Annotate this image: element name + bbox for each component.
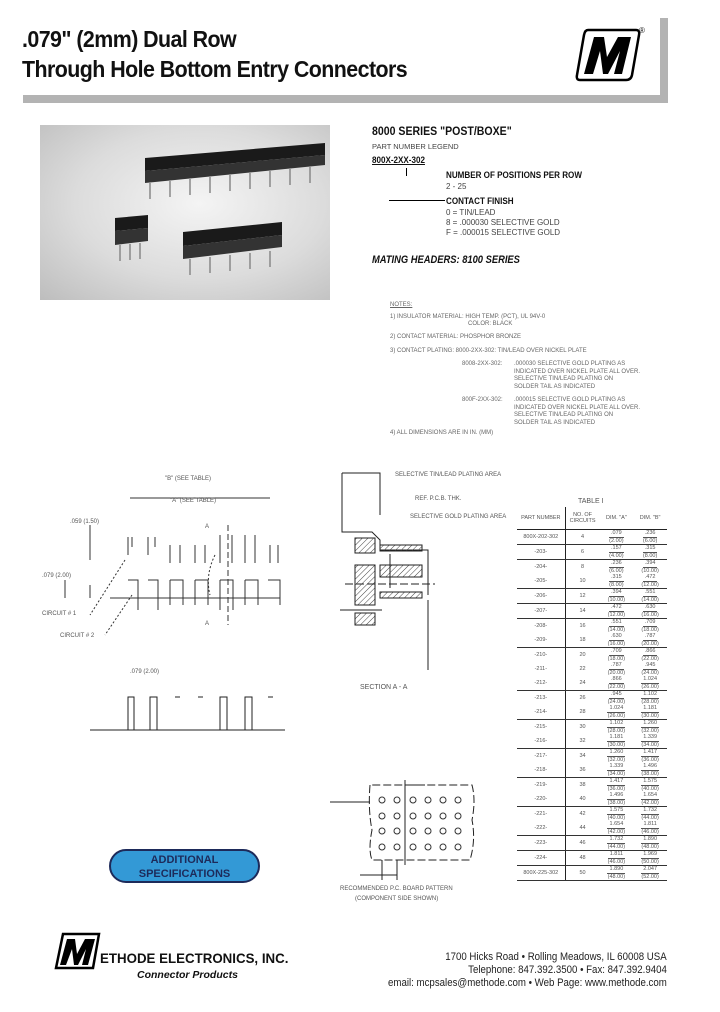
dim-a-inch: 1.811 [609,851,624,857]
pcb-pattern-subtitle: (COMPONENT SIDE SHOWN) [355,896,439,902]
circuits-cell: 42 [579,810,586,817]
dim-b-mm: (50.00) [641,858,659,865]
dim-b-label: "B" (SEE TABLE) [165,476,212,482]
part-number-legend-label: PART NUMBER LEGEND [372,142,459,151]
dim-a-inch: .709 [611,648,622,654]
dim-a-inch: 1.575 [609,807,624,813]
dim-a-mm: (26.00) [607,712,626,719]
dim-b-cell [633,866,667,881]
dim-a-mm: (46.00) [607,858,626,865]
dim-a-inch: .157 [611,545,622,551]
dim-b-cell [633,807,667,822]
dim-a-cell [600,705,634,720]
dim-b-mm: (48.00) [641,843,659,850]
note-line: SELECTIVE TIN/LEAD PLATING ON [514,412,614,418]
dim-a-cell [600,589,634,604]
dim-b-cell [633,676,667,691]
dim-b-mm: (36.00) [641,756,659,763]
dim-b-mm: (20.00) [641,640,659,647]
dim-a-inch: .787 [611,662,622,668]
part-number-cell: -212- [517,676,565,691]
part-number-cell: 800X-225-302 [517,866,565,881]
dim-b-mm: (40.00) [641,785,659,792]
dim-b-mm: (32.00) [641,727,659,734]
dim-b-cell [633,763,667,778]
dim-b-inch: 1.496 [643,763,657,769]
dim-b-cell [633,836,667,851]
dim-a-cell [600,604,634,619]
circuits-cell: 34 [579,752,586,759]
dim-b-mm: (6.00) [642,537,658,544]
dim-a-cell [600,574,634,589]
dim-a-mm: (14.00) [607,626,626,633]
dim-b-cell [633,792,667,807]
dim-b-inch: 1.260 [643,720,657,726]
ref-pcb-label: REF. P.C.B. THK. [415,496,462,502]
mating-headers: MATING HEADERS: 8100 SERIES [372,254,520,266]
dim-a-inch: 1.260 [609,749,624,755]
note-3c-code: 800F-2XX-302: [462,397,503,403]
part-number: 800X-2XX-302 [372,155,425,166]
dim-a-inch: .551 [611,619,622,625]
dim-b-cell [633,633,667,648]
table-row [517,778,667,793]
dim-b-cell [633,778,667,793]
finish-option: F = .000015 SELECTIVE GOLD [446,228,561,237]
part-number-cell: -207- [517,604,565,619]
dim-b-inch: 1.339 [643,734,657,740]
circuits-cell: 10 [565,574,599,589]
dim-b-mm: (44.00) [641,814,659,821]
dim-b-inch: .787 [644,633,656,639]
pitch-label: .079 (2.00) [42,573,72,579]
positions-title: NUMBER OF POSITIONS PER ROW [446,170,582,181]
dim-a-mm: (16.00) [607,640,626,647]
dim-a-mm: (30.00) [607,741,626,748]
dim-a-mm: (36.00) [607,785,626,792]
table-row [517,836,667,851]
legend-leader-1 [406,168,407,176]
registered-mark: ® [639,26,645,35]
dim-a-label: "A" (SEE TABLE) [170,498,217,504]
dim-a-cell [600,676,634,691]
table-title: TABLE I [578,498,604,505]
dim-b-mm: (46.00) [641,828,659,835]
table-row [517,749,667,764]
part-number-cell: -222- [517,821,565,836]
dim-b-inch: 1.575 [643,778,657,784]
dimensions-table [517,507,667,881]
part-number-cell: -211- [517,662,565,676]
dim-b-cell [633,821,667,836]
additional-specifications-button[interactable] [109,849,260,883]
pitch-dim-label: .079 (2.00) [130,669,160,675]
table-row [517,676,667,691]
dim-a-mm: (8.00) [609,581,624,588]
part-number-cell: -205- [517,574,565,589]
dim-a-inch: 1.654 [609,821,624,827]
dim-b-mm: (8.00) [642,552,658,559]
dim-a-inch: .394 [611,589,622,595]
dim-b-cell [633,574,667,589]
circuits-cell: 30 [579,723,586,730]
dim-a-mm: (48.00) [607,873,626,880]
positions-range: 2 - 25 [446,182,467,191]
dim-a-cell [600,807,634,822]
dim-a-mm: (2.00) [609,537,624,544]
dim-b-mm: (28.00) [641,698,659,705]
table-row [517,734,667,749]
part-number-cell: -215- [517,720,565,735]
selective-tin-label: SELECTIVE TIN/LEAD PLATING AREA [395,472,502,478]
part-number-cell: 800X-202-302 [517,530,565,545]
dim-a-mm: (18.00) [607,655,626,662]
pcb-pattern-title: RECOMMENDED P.C. BOARD PATTERN [340,886,453,892]
part-number-cell: -224- [517,851,565,866]
dim-b-cell [633,648,667,663]
table-row [517,792,667,807]
address: 1700 Hicks Road • Rolling Meadows, IL 60008 USA [445,951,667,963]
dim-b-cell [633,604,667,619]
dim-a-mm: (32.00) [607,756,626,763]
front-view-drawing [40,465,310,650]
table-row [517,574,667,589]
dim-a-cell [600,734,634,749]
table-row [517,720,667,735]
dim-a-mm: (34.00) [607,770,626,777]
table-header-row [517,507,667,530]
dim-b-inch: .551 [644,589,656,595]
legend-leader-2 [389,200,445,201]
table-row [517,619,667,634]
dim-a-inch: 1.339 [609,763,624,769]
dim-b-inch: .945 [644,662,656,668]
dim-a-mm: (10.00) [607,596,626,603]
pin-side-view-drawing [90,655,290,740]
selective-gold-label: SELECTIVE GOLD PLATING AREA [410,514,507,520]
table-row [517,821,667,836]
section-marker-top: A [205,524,210,530]
dim-a-mm: (28.00) [607,727,626,734]
dim-b-inch: 1.181 [643,705,657,711]
part-number-cell: -221- [517,807,565,822]
pcb-pattern-drawing [300,730,520,910]
company-name: ETHODE ELECTRONICS, INC. [100,950,289,966]
contact-finish-title: CONTACT FINISH [446,196,514,207]
part-number-cell: -203- [517,545,565,560]
connector-photo-illustration [40,125,330,300]
circuits-cell: 50 [565,866,599,881]
dim-a-cell [600,778,634,793]
dim-b-inch: 1.102 [643,691,657,697]
dim-b-mm: (26.00) [641,683,659,690]
dim-a-cell [600,691,634,706]
phone-fax: Telephone: 847.392.3500 • Fax: 847.392.9404 [468,964,667,976]
table-row [517,648,667,663]
dim-b-inch: .394 [644,560,656,566]
dim-a-cell [600,792,634,807]
part-number-cell: -219- [517,778,565,793]
section-title: SECTION A - A [360,684,408,691]
circuits-cell: 20 [579,651,586,658]
finish-option: 0 = TIN/LEAD [446,208,496,217]
part-number-cell: -217- [517,749,565,764]
dim-a-inch: .236 [611,560,622,566]
table-row [517,705,667,720]
dim-a-inch: 1.496 [609,792,624,798]
dim-b-mm: (52.00) [641,873,659,880]
height-label: .059 (1.50) [70,519,100,525]
note-1-color: COLOR: BLACK [468,321,513,327]
circuits-cell: 8 [581,563,585,570]
finish-option: 8 = .000030 SELECTIVE GOLD [446,218,560,227]
dim-a-cell [600,530,634,545]
part-number-cell: -218- [517,763,565,778]
dim-b-cell [633,734,667,749]
methode-footer-logo-icon [53,932,103,972]
page-title-line2: Through Hole Bottom Entry Connectors [22,56,408,82]
dim-b-mm: (38.00) [641,770,659,777]
methode-logo-icon [574,27,644,83]
circuits-cell: 28 [565,705,599,720]
dim-a-inch: .079 [611,530,622,536]
note-3b-text [514,361,640,391]
dim-a-mm: (42.00) [607,828,626,835]
dim-b-inch: 1.811 [643,821,657,827]
dim-b-mm: (30.00) [641,712,659,719]
note-3c-text [514,397,640,427]
dim-a-cell [600,836,634,851]
dim-b-inch: .630 [644,604,656,610]
note-line: SELECTIVE TIN/LEAD PLATING ON [514,376,614,382]
dim-a-inch: 1.102 [609,720,624,726]
table-row [517,560,667,575]
circuits-cell: 40 [565,792,599,807]
dim-b-inch: 1.732 [643,807,657,813]
section-marker-bottom: A [205,621,210,627]
dim-b-inch: 1.890 [643,836,657,842]
dim-a-mm: (44.00) [607,843,626,850]
circuits-cell: 22 [579,665,586,672]
division-name: Connector Products [137,969,238,981]
dim-a-mm: (22.00) [607,683,626,690]
dim-b-cell [633,545,667,560]
part-number-cell: -214- [517,705,565,720]
circuits-cell: 32 [565,734,599,749]
note-line: INDICATED OVER NICKEL PLATE ALL OVER. [514,404,641,411]
dim-a-cell [600,866,634,881]
dim-a-cell [600,560,634,575]
dim-b-inch: .709 [644,619,656,625]
dim-a-inch: 1.732 [609,836,624,842]
dim-b-inch: 1.969 [643,851,657,857]
note-line: .000015 SELECTIVE GOLD PLATING AS [514,397,626,403]
button-label-line2: SPECIFICATIONS [138,868,231,880]
circuits-cell: 48 [565,851,599,866]
dim-a-cell [600,662,634,676]
section-a-a-drawing [310,460,510,700]
note-3: 3) CONTACT PLATING: 8000-2XX-302: TIN/LEAD OVER NICKEL PLATE [390,348,587,354]
dim-a-cell [600,851,634,866]
dim-a-inch: .945 [611,691,622,697]
part-number-cell: -210- [517,648,565,663]
contact-web[interactable]: email: mcpsales@methode.com • Web Page: www.methode.com [388,977,667,989]
dim-a-mm: (24.00) [607,698,626,705]
dim-a-cell [600,749,634,764]
dim-a-inch: .472 [611,604,622,610]
dim-b-mm: (12.00) [641,581,659,588]
note-line: .000030 SELECTIVE GOLD PLATING AS [514,361,626,367]
dim-b-inch: .236 [644,530,656,536]
dim-b-inch: 2.047 [643,866,657,872]
table-row [517,604,667,619]
button-label-line1: ADDITIONAL [150,854,219,866]
note-3b-code: 8008-2XX-302: [462,361,503,367]
dim-b-cell [633,589,667,604]
circuit-2-label: CIRCUIT # 2 [60,633,95,639]
table-row [517,530,667,545]
table-row [517,807,667,822]
note-4: 4) ALL DIMENSIONS ARE IN IN. (MM) [390,430,494,436]
circuits-cell: 4 [565,530,599,545]
dim-b-cell [633,560,667,575]
product-photo [40,125,330,300]
dim-a-inch: 1.890 [609,866,624,872]
dim-a-mm: (12.00) [607,611,626,618]
note-1: 1) INSULATOR MATERIAL: HIGH TEMP. (PCT), UL 94V-0 [390,314,546,320]
dim-a-inch: 1.417 [609,778,624,784]
dim-a-inch: .315 [611,574,622,580]
dim-b-inch: 1.024 [643,676,657,682]
dim-b-mm: (22.00) [641,655,659,662]
dim-a-cell [600,763,634,778]
circuits-cell: 6 [565,545,599,560]
dim-a-mm: (6.00) [609,567,624,574]
dim-a-inch: 1.181 [609,734,624,740]
note-line: SOLDER TAIL AS INDICATED [514,383,596,390]
dim-b-cell [633,720,667,735]
table-row [517,589,667,604]
table-row [517,763,667,778]
circuits-cell: 12 [565,589,599,604]
dim-a-cell [600,619,634,634]
note-line: INDICATED OVER NICKEL PLATE ALL OVER. [514,368,641,375]
col-dim-b: DIM. "B" [633,507,667,530]
dim-a-inch: .630 [611,633,622,639]
dim-a-cell [600,821,634,836]
circuits-cell: 38 [579,781,586,788]
part-number-cell: -223- [517,836,565,851]
notes-title: NOTES: [390,302,413,308]
page-title-line1: .079" (2mm) Dual Row [22,26,237,52]
dim-b-mm: (16.00) [641,611,659,618]
circuits-cell: 46 [565,836,599,851]
dim-b-inch: 1.654 [643,792,657,798]
dim-b-inch: .472 [644,574,656,580]
circuits-cell: 44 [565,821,599,836]
circuit-1-label: CIRCUIT # 1 [42,611,77,617]
part-number-cell: -208- [517,619,565,634]
part-number-cell: -204- [517,560,565,575]
part-number-cell: -206- [517,589,565,604]
table-row [517,851,667,866]
circuits-cell: 24 [565,676,599,691]
dim-b-cell [633,619,667,634]
col-dim-a: DIM. "A" [600,507,634,530]
dim-a-mm: (20.00) [607,669,626,676]
col-circuits: NO. OF CIRCUITS [565,507,599,530]
dim-a-mm: (4.00) [609,552,624,559]
dim-b-mm: (10.00) [641,567,659,574]
dim-a-cell [600,633,634,648]
dim-b-inch: 1.417 [643,749,657,755]
dim-b-inch: .315 [644,545,656,551]
dim-b-cell [633,705,667,720]
table-row [517,545,667,560]
dim-b-mm: (24.00) [641,669,659,676]
part-number-cell: -213- [517,691,565,706]
dim-a-cell [600,720,634,735]
table-row [517,691,667,706]
dim-b-mm: (18.00) [641,626,659,633]
dim-a-mm: (38.00) [607,799,626,806]
circuits-cell: 14 [565,604,599,619]
table-row [517,662,667,676]
dim-a-cell [600,545,634,560]
part-number-cell: -209- [517,633,565,648]
dim-b-cell [633,530,667,545]
dim-b-cell [633,662,667,676]
series-title: 8000 SERIES "POST/BOXE" [372,124,512,138]
dim-a-mm: (40.00) [607,814,626,821]
part-number-cell: -216- [517,734,565,749]
dim-b-cell [633,749,667,764]
dim-a-inch: .866 [611,676,622,682]
table-row [517,866,667,881]
dim-b-mm: (42.00) [641,799,659,806]
dim-b-inch: .866 [644,648,656,654]
circuits-cell: 36 [565,763,599,778]
col-part-number: PART NUMBER [517,507,565,530]
note-line: SOLDER TAIL AS INDICATED [514,419,596,426]
dim-a-inch: 1.024 [609,705,624,711]
part-number-cell: -220- [517,792,565,807]
dim-b-mm: (14.00) [641,596,659,603]
table-row [517,633,667,648]
circuits-cell: 18 [565,633,599,648]
note-2: 2) CONTACT MATERIAL: PHOSPHOR BRONZE [390,334,522,340]
dim-b-mm: (34.00) [641,741,659,748]
dim-a-cell [600,648,634,663]
circuits-cell: 26 [579,694,586,701]
dim-b-cell [633,691,667,706]
dim-b-cell [633,851,667,866]
circuits-cell: 16 [579,622,586,629]
